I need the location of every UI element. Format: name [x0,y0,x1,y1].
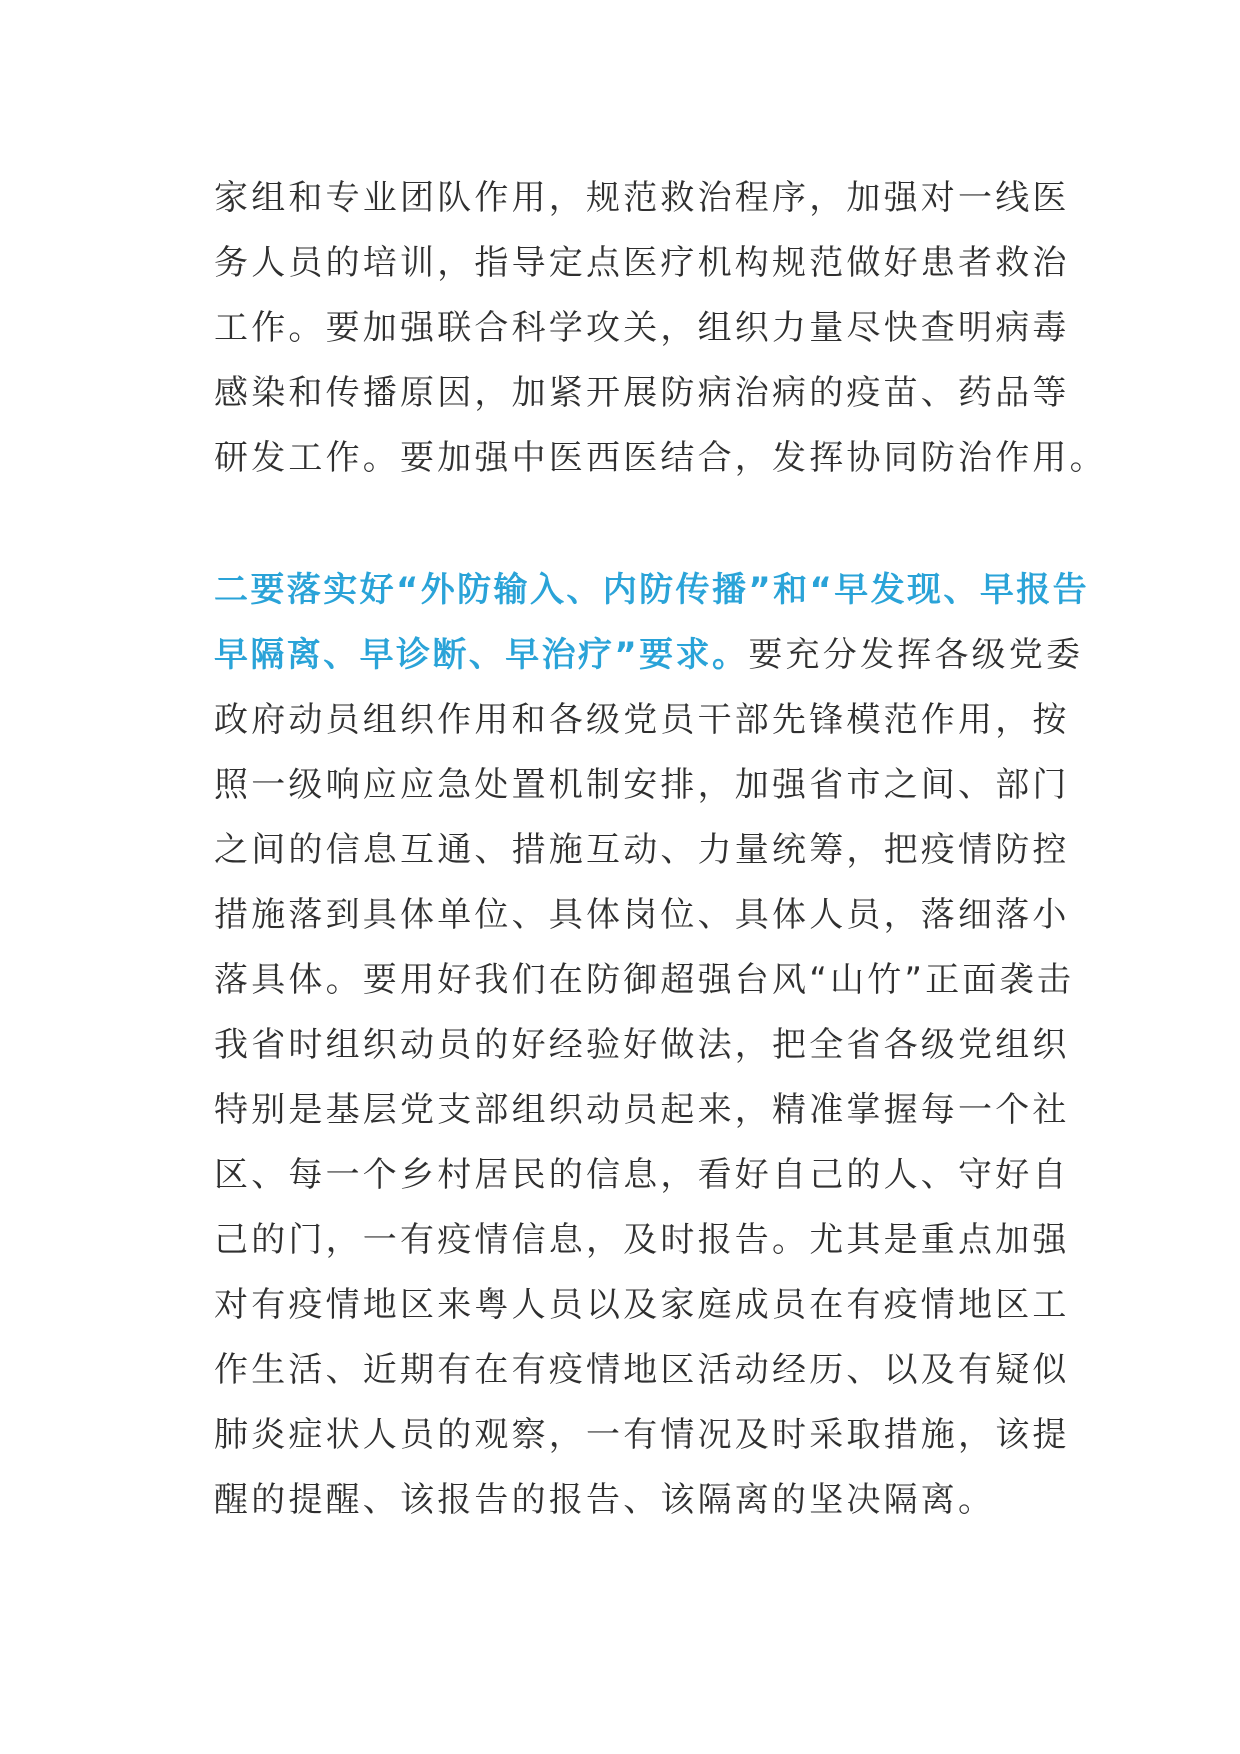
section-heading-line-2 [214,623,1084,688]
paragraph-line: 作生活、近期有在有疫情地区活动经历、以及有疑似 [214,1350,1070,1390]
paragraph-1 [214,166,1107,491]
section-heading-line-1: 二要落实好“外防输入、内防传播”和“早发现、早报告 [214,570,1090,610]
paragraph-line: 肺炎症状人员的观察，一有情况及时采取措施，该提 [214,1415,1070,1455]
paragraph-line: 对有疫情地区来粤人员以及家庭成员在有疫情地区工 [214,1285,1070,1325]
paragraph-line: 研发工作。要加强中医西医结合，发挥协同防治作用。 [214,438,1107,478]
paragraph-2 [214,558,1090,1533]
paragraph-line: 家组和专业团队作用，规范救治程序，加强对一线医 [214,178,1070,218]
paragraph-line: 落具体。要用好我们在防御超强台风“山竹”正面袭击 [214,960,1075,1000]
paragraph-line: 醒的提醒、该报告的报告、该隔离的坚决隔离。 [214,1480,996,1520]
paragraph-line: 己的门，一有疫情信息，及时报告。尤其是重点加强 [214,1220,1070,1260]
paragraph-text: 要充分发挥各级党委 [748,635,1084,675]
paragraph-line: 照一级响应应急处置机制安排，加强省市之间、部门 [214,765,1070,805]
paragraph-line: 我省时组织动员的好经验好做法，把全省各级党组织 [214,1025,1070,1065]
paragraph-line: 措施落到具体单位、具体岗位、具体人员，落细落小 [214,895,1070,935]
paragraph-line: 感染和传播原因，加紧开展防病治病的疫苗、药品等 [214,373,1070,413]
section-heading-text: 早隔离、早诊断、早治疗”要求。 [214,635,749,675]
paragraph-line: 务人员的培训，指导定点医疗机构规范做好患者救治 [214,243,1070,283]
paragraph-line: 区、每一个乡村居民的信息，看好自己的人、守好自 [214,1155,1070,1195]
paragraph-line: 工作。要加强联合科学攻关，组织力量尽快查明病毒 [214,308,1070,348]
paragraph-line: 政府动员组织作用和各级党员干部先锋模范作用，按 [214,700,1070,740]
paragraph-line: 特别是基层党支部组织动员起来，精准掌握每一个社 [214,1090,1070,1130]
paragraph-line: 之间的信息互通、措施互动、力量统筹，把疫情防控 [214,830,1070,870]
